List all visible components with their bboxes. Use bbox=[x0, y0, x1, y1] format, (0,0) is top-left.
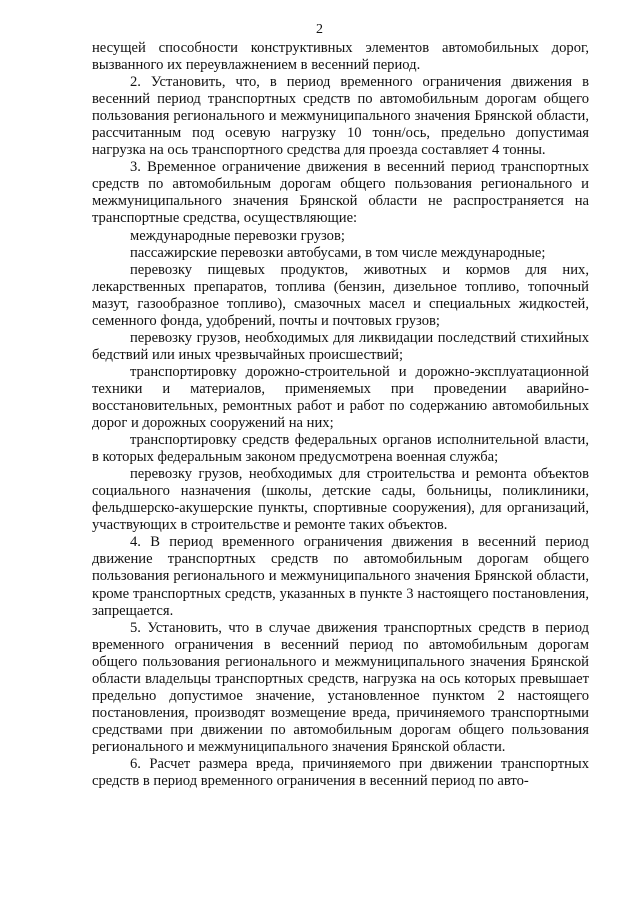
paragraph-clause-6: 6. Расчет размера вреда, причиняемого при движении транспортных средств в период временного ограничения в весенний период по авто- bbox=[92, 755, 589, 790]
paragraph-clause-2: 2. Установить, что, в период временного ограничения движения в весенний период транспортных средств по автомобильным дорогам общего пользования регионального и межмуниципального значения Брянской области, рассчитанным под осевую нагрузку 10 тонн/ось, предельно допустимая нагрузка на ось транспортного средства для проезда составляет 4 тонны. bbox=[92, 74, 589, 159]
list-item-social-construction: перевозку грузов, необходимых для строительства и ремонта объектов социального назначения (школы, детские сады, больницы, поликлиники, фельдшерско-акушерские пункты, спортивные сооружения), для организаций, участвующих в строительстве и ремонте таких объектов. bbox=[92, 466, 589, 534]
document-body bbox=[92, 40, 589, 790]
list-item-food-fuel-mail: перевозку пищевых продуктов, животных и кормов для них, лекарственных препаратов, топлива (бензин, дизельное топливо, топочный мазут, газообразное топливо), смазочных масел и специальных жидкостей, семенного фонда, удобрений, почты и почтовых грузов; bbox=[92, 261, 589, 329]
list-item-passenger-buses: пассажирские перевозки автобусами, в том числе международные; bbox=[130, 244, 546, 261]
list-item-federal-military: транспортировку средств федеральных органов исполнительной власти, в которых федеральным законом предусмотрена военная служба; bbox=[92, 432, 589, 466]
list-item-road-machinery: транспортировку дорожно-строительной и дорожно-эксплуатационной техники и материалов, применяемых при проведении аварийно-восстановительных, ремонтных работ и работ по содержанию автомобильных дорог и дорожных сооружений на них; bbox=[92, 363, 589, 432]
list-item-emergency-cargo: перевозку грузов, необходимых для ликвидации последствий стихийных бедствий или иных чрезвычайных происшествий; bbox=[92, 329, 589, 363]
paragraph-clause-5: 5. Установить, что в случае движения транспортных средств в период временного ограничения в весенний период по автомобильным дорогам общего пользования регионального и межмуниципального значения Брянской области владельцы транспортных средств, нагрузка на ось которых превышает предельно допустимое значение, установленное пунктом 2 настоящего постановления, производят возмещение вреда, причиняемого транспортными средствами при движении по автомобильным дорогам общего пользования регионального и межмуниципального значения Брянской области. bbox=[92, 619, 589, 755]
list-item-international-cargo: международные перевозки грузов; bbox=[130, 227, 345, 244]
paragraph-clause-3: 3. Временное ограничение движения в весенний период транспортных средств по автомобильным дорогам общего пользования регионального и межмуниципального значения Брянской области не распространяется на транспортные средства, осуществляющие: bbox=[92, 159, 589, 227]
page-number: 2 bbox=[316, 22, 323, 37]
paragraph-clause-4: 4. В период временного ограничения движения в весенний период движение транспортных средств по автомобильным дорогам общего пользования регионального и межмуниципального значения Брянской области, кроме транспортных средств, указанных в пункте 3 настоящего постановления, запрещается. bbox=[92, 534, 589, 619]
paragraph-continuation: несущей способности конструктивных элементов автомобильных дорог, вызванного их переувлажнением в весенний период. bbox=[92, 40, 589, 74]
